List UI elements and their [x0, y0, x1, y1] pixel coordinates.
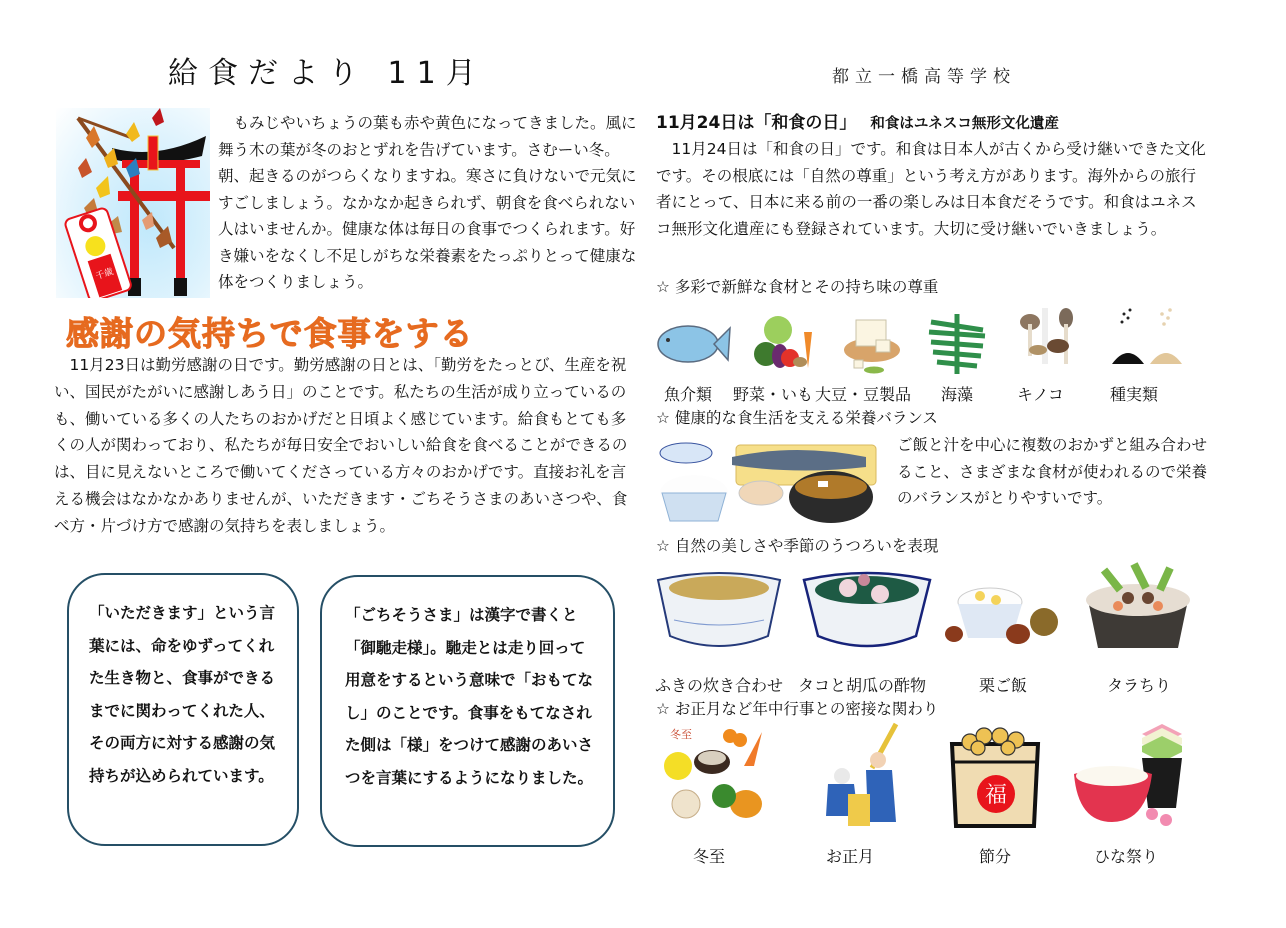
label-tako: タコと胡瓜の酢物 — [798, 676, 927, 695]
seeds-nuts-icon — [1110, 304, 1184, 370]
section-title-seasons: ☆ 自然の美しさや季節のうつろいを表現 — [656, 537, 939, 555]
section-title-events: ☆ お正月など年中行事との密接な関わり — [656, 700, 939, 718]
label-soy: 大豆・豆製品 — [815, 385, 912, 404]
gochisousama-box — [320, 575, 615, 847]
tako-kyuri-sunomono-icon — [800, 566, 934, 652]
tarachiri-nabe-icon — [1074, 560, 1202, 654]
fish-icon — [652, 312, 732, 374]
setsubun-masu-icon — [944, 722, 1046, 830]
svg-text:冬至: 冬至 — [670, 728, 692, 741]
newsletter-title: 給食だより 11月 — [168, 56, 486, 91]
washoku-heading — [656, 108, 1059, 133]
touji-icon — [660, 722, 768, 830]
balance-paragraph: ご飯と汁を中心に複数のおかずと組み合わせること、さまざまな食材が使われるので栄養のバランスがとりやすいです。 — [897, 436, 1208, 508]
gochisousama-text: 「ごちそうさま」は漢字で書くと「御馳走様」。馳走とは走り回って用意をするという意味で「おもてなし」のことです。食事をもてなされた側は「様」をつけて感謝のあいさつを言葉にするようになりました。 — [345, 606, 594, 787]
mochitsuki-icon — [808, 722, 918, 830]
washoku-meal-icon — [656, 435, 888, 531]
itadakimasu-text: 「いただきます」という言葉には、命をゆずってくれた生き物と、食事ができるまでに関わってくれた人、その両方に対する感謝の気持ちが込められています。 — [89, 604, 276, 785]
intro-paragraph: もみじやいちょうの葉も赤や黄色になってきました。風に舞う木の葉が冬のおとずれを告げています。さむーい冬。朝、起きるのがつらくなりますね。寒さに負けないで元気にすごしましょう。なかなか起きられず、朝食を食べられない人はいませんか。健康な体は毎日の食事でつくられます。好き嫌いをなくし不足しがちな栄養素をたっぷりとって健康な体をつくりましょう。 — [218, 114, 637, 291]
label-seeds: 種実類 — [1110, 385, 1159, 404]
label-fuki: ふきの炊き合わせ — [655, 676, 784, 695]
svg-text:千歳: 千歳 — [94, 267, 115, 283]
label-mushroom: キノコ — [1017, 385, 1064, 404]
washoku-heading-sub: 和食はユネスコ無形文化遺産 — [870, 116, 1059, 132]
label-touji: 冬至 — [693, 847, 726, 866]
washoku-paragraph: 11月24日は「和食の日」です。和食は日本人が古くから受け継いできた文化です。その根底には「自然の尊重」という考え方があります。海外からの旅行者にとって、日本に来る前の一番の楽しみは日本食だそうです。和食はユネスコ無形文化遺産にも登録されています。大切に受け継いでいきましょう。 — [656, 140, 1206, 238]
label-setsubun: 節分 — [979, 847, 1012, 866]
gratitude-heading: 感謝の気持ちで食事をする — [66, 314, 474, 353]
label-vegetables: 野菜・いも — [733, 385, 814, 404]
label-tarachiri: タラちり — [1107, 676, 1172, 695]
torii-illustration — [56, 108, 210, 298]
mushroom-icon — [1012, 304, 1082, 374]
school-name: 都立一橋高等学校 — [832, 67, 1016, 87]
svg-text:福: 福 — [984, 783, 1008, 808]
label-seaweed: 海藻 — [941, 385, 974, 404]
hinamatsuri-icon — [1070, 722, 1190, 830]
kuri-gohan-icon — [944, 574, 1062, 650]
label-seafood: 魚介類 — [664, 385, 713, 404]
vegetables-icon — [752, 312, 818, 372]
label-hinamatsuri: ひな祭り — [1094, 847, 1159, 866]
label-oshougatsu: お正月 — [826, 847, 875, 866]
washoku-heading-main: 11月24日は「和食の日」 — [656, 113, 857, 133]
tofu-icon — [840, 310, 910, 376]
label-kuri: 栗ご飯 — [979, 676, 1028, 695]
itadakimasu-box — [67, 573, 299, 846]
gratitude-paragraph: 11月23日は勤労感謝の日です。勤労感謝の日とは、「勤労をたっとび、生産を祝い、国民がたがいに感謝しあう日」のことです。私たちの生活が成り立っているのも、働いている多くの人たちのおかげだと日頃よく感じています。給食もとても多くの人が関わっており、私たちが毎日安全でおいしい給食を食べることができるのは、目に見えないところで働いてくださっている方々のおかげです。直接お礼を言える機会はなかなかありませんが、いただきます・ごちそうさまのあいさつや、食べ方・片づけ方で感謝の気持ちを表しましょう。 — [54, 356, 628, 535]
seaweed-icon — [925, 310, 989, 376]
fuki-takiawase-icon — [654, 566, 784, 652]
section-title-balance: ☆ 健康的な食生活を支える栄養バランス — [656, 409, 938, 427]
section-title-ingredients: ☆ 多彩で新鮮な食材とその持ち味の尊重 — [656, 278, 939, 296]
